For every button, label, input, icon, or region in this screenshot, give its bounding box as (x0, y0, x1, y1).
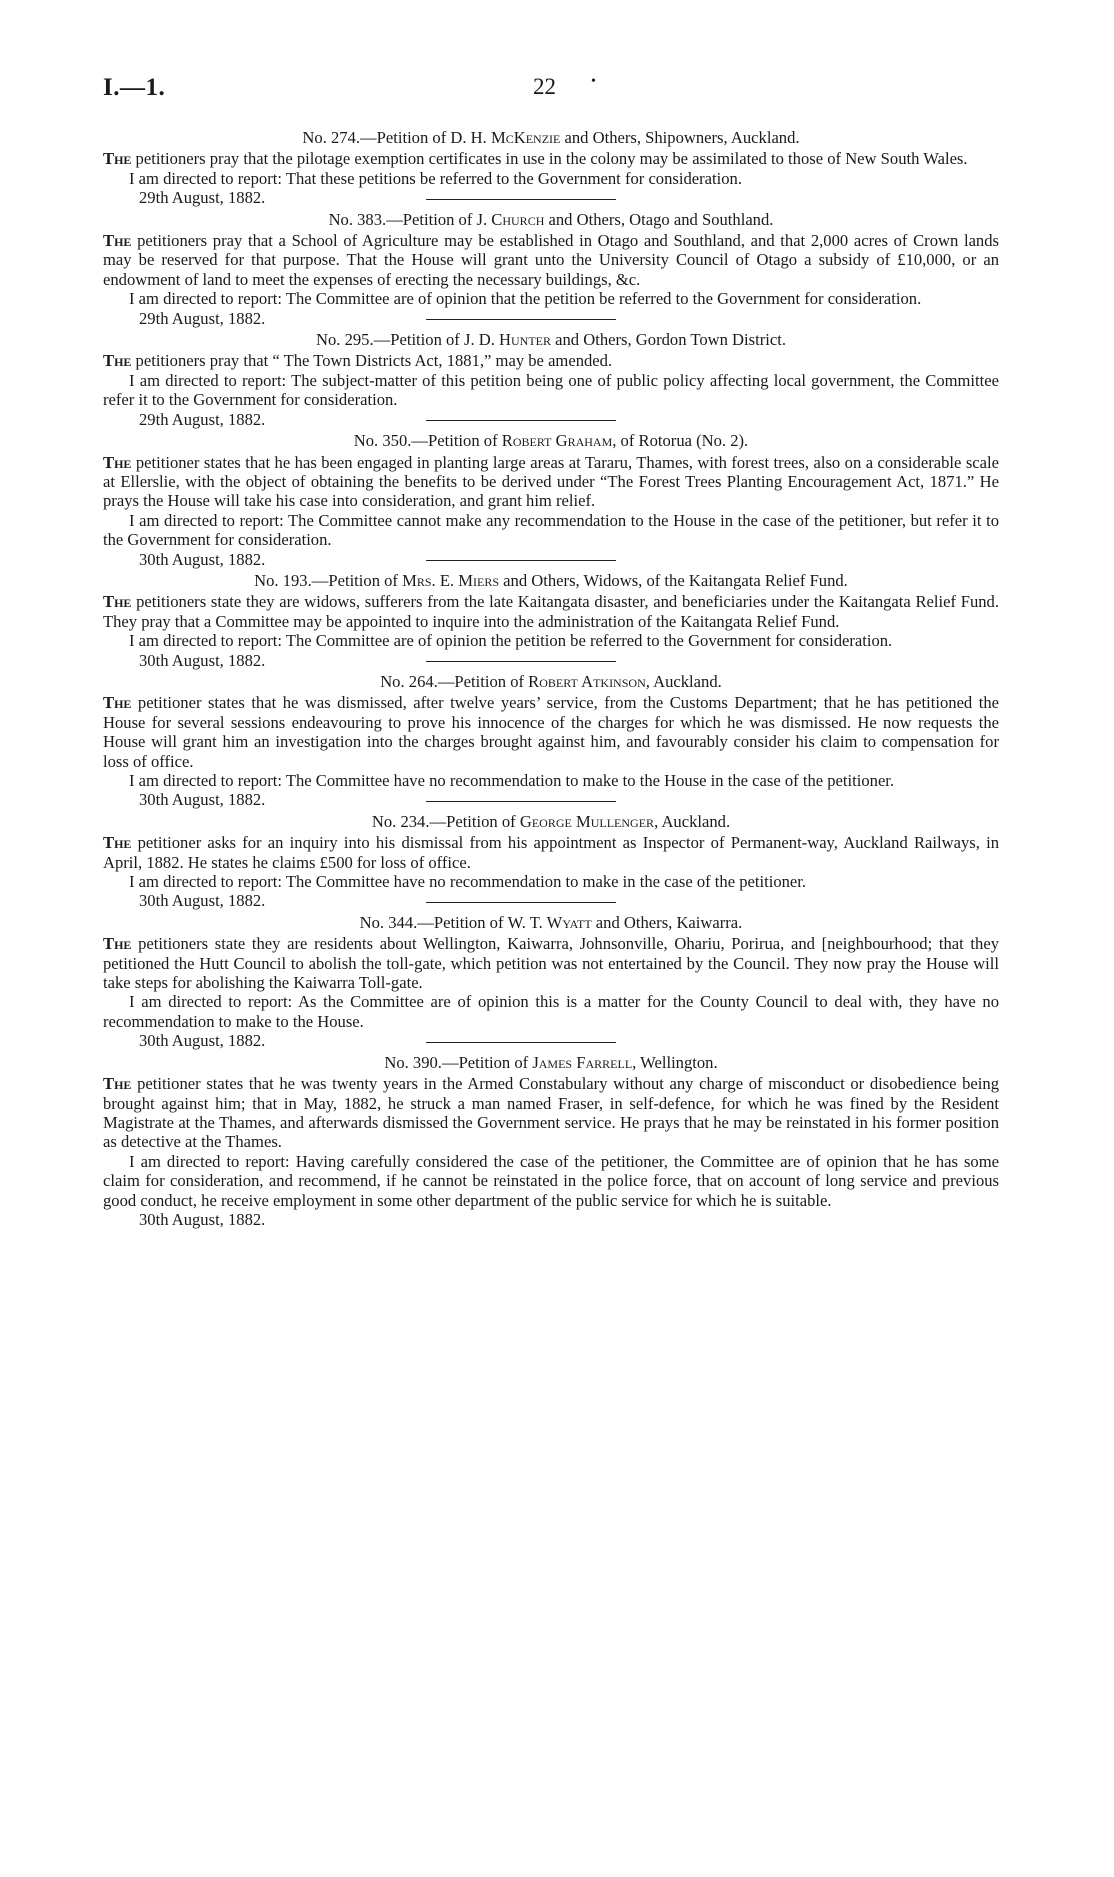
petition-number: No. 234. (371, 811, 430, 831)
report-date: 30th August, 1882. (139, 1209, 266, 1229)
petition-heading: No. 390.—Petition of James Farrell, Wellington. (384, 1052, 718, 1072)
report-date: 30th August, 1882. (139, 790, 266, 810)
petition-entry (103, 128, 999, 208)
petition-entry (103, 209, 999, 328)
page-number: 22 (533, 74, 556, 99)
committee-report: I am directed to report: The subject-matter of this petition being one of public policy affecting local government, the Committee refer it to the Government for consideration. (103, 370, 999, 410)
petition-body: The petitioner states that he was twenty years in the Armed Constabulary without any charge of misconduct or disobedience being brought against him; that in May, 1882, he struck a man named Fraser, in self-defence, for which he was fined by the Resident Magistrate at the Thames, and afterwards dismissed the Government service. He prays that he may be reinstated in his former position as detective at the Thames. (103, 1074, 999, 1152)
petition-body: The petitioners state they are widows, sufferers from the late Kaitangata disaster, and beneficiaries under the Kaitangata Relief Fund. They pray that a Committee may be appointed to inquire into the administration of the Kaitangata Relief Fund. (103, 592, 999, 631)
petition-list (103, 128, 999, 1229)
section-divider (426, 420, 616, 421)
report-date: 29th August, 1882. (139, 409, 266, 429)
petitioner-name: Robert Atkinson (528, 671, 646, 691)
report-date: 29th August, 1882. (139, 308, 266, 328)
petition-entry (103, 671, 999, 810)
section-divider (426, 319, 616, 320)
running-header (103, 74, 999, 114)
petition-body: The petitioners pray that the pilotage exemption certificates in use in the colony may be assimilated to those of New South Wales. (103, 149, 968, 169)
petition-number: No. 383. (328, 209, 387, 229)
committee-report: I am directed to report: Having carefully considered the case of the petitioner, the Committee are of opinion that he has some claim for consideration, and recommend, if he cannot be reinstated in the police force, that on account of long service and previous good conduct, he receive employment in some other department of the public service for which he is suitable. (103, 1151, 999, 1210)
report-date: 30th August, 1882. (139, 650, 266, 670)
petition-heading: No. 274.—Petition of D. H. McKenzie and Others, Shipowners, Auckland. (302, 128, 800, 147)
section-divider (426, 199, 616, 200)
section-divider (426, 560, 616, 561)
report-date: 29th August, 1882. (139, 188, 266, 208)
petition-number: No. 295. (316, 330, 374, 350)
petition-number: No. 274. (302, 128, 361, 147)
petition-body: The petitioner states that he has been engaged in planting large areas at Tararu, Thames, with forest trees, also on a considerable scale at Ellerslie, with the object of obtaining the benefits to be derived under “The Forest Trees Planting Encouragement Act, 1871.” He prays the House will take his case into consideration, and grant him relief. (103, 452, 999, 511)
petition-heading: No. 234.—Petition of George Mullenger, Auckland. (371, 811, 731, 831)
petitioner-name: Robert Graham (501, 431, 613, 451)
section-divider (426, 661, 616, 662)
page-mark: • (591, 74, 596, 89)
petitioner-name: J. Church (476, 209, 545, 229)
petition-number: No. 193. (254, 570, 312, 590)
petition-entry (103, 570, 999, 670)
petition-heading: No. 383.—Petition of J. Church and Others, Otago and Southland. (328, 209, 774, 229)
petition-number: No. 350. (353, 431, 412, 451)
petition-number: No. 264. (380, 671, 438, 691)
committee-report: I am directed to report: As the Committee are of opinion this is a matter for the County Council to deal with, they have no recommendation to make to the House. (103, 992, 999, 1031)
petition-entry (103, 811, 999, 911)
report-date: 30th August, 1882. (139, 549, 266, 569)
petitioner-name: J. D. Hunter (463, 330, 551, 350)
petitioner-name: D. H. McKenzie (450, 128, 561, 147)
committee-report: I am directed to report: The Committee are of opinion the petition be referred to the Government for consideration. (129, 631, 893, 651)
petition-number: No. 344. (359, 912, 418, 932)
section-divider (426, 902, 616, 903)
petitioner-name: George Mullenger (519, 811, 655, 831)
document-reference: I.—1. (103, 74, 166, 101)
petition-entry (103, 912, 999, 1051)
report-date: 30th August, 1882. (139, 1031, 266, 1051)
petition-heading: No. 264.—Petition of Robert Atkinson, Auckland. (380, 671, 722, 691)
section-divider (426, 1042, 616, 1043)
section-divider (426, 801, 616, 802)
petition-number: No. 390. (384, 1052, 442, 1072)
report-date: 30th August, 1882. (139, 891, 266, 911)
petition-heading: No. 350.—Petition of Robert Graham, of Rotorua (No. 2). (353, 431, 749, 451)
committee-report: I am directed to report: The Committee are of opinion that the petition be referred to the Government for consideration. (129, 289, 922, 309)
petitioner-name: W. T. Wyatt (507, 912, 592, 932)
petitioner-name: Mrs. E. Miers (402, 570, 500, 590)
petition-entry (103, 431, 999, 569)
petitioner-name: James Farrell (532, 1052, 633, 1072)
petition-entry (103, 1053, 999, 1230)
petition-heading: No. 344.—Petition of W. T. Wyatt and Others, Kaiwarra. (359, 912, 743, 932)
petition-body: The petitioner asks for an inquiry into his dismissal from his appointment as Inspector of Permanent-way, Auckland Railways, in April, 1882. He states he claims £500 for loss of office. (103, 833, 999, 872)
petition-entry (103, 330, 999, 429)
committee-report: I am directed to report: That these petitions be referred to the Government for consideration. (129, 168, 742, 188)
petition-heading: No. 295.—Petition of J. D. Hunter and Others, Gordon Town District. (316, 330, 786, 350)
petition-body: The petitioners state they are residents about Wellington, Kaiwarra, Johnsonville, Ohariu, Porirua, and [neighbourhood; that they petitioned the Hutt Council to abolish the toll-gate, which petition was not entertained by the Council. They now pray the House will take steps for abolishing the Kaiwarra Toll-gate. (103, 934, 999, 993)
committee-report: I am directed to report: The Committee have no recommendation to make to the House in the case of the petitioner. (129, 771, 895, 790)
committee-report: I am directed to report: The Committee cannot make any recommendation to the House in the case of the petitioner, but refer it to the Government for consideration. (103, 510, 999, 550)
petition-body: The petitioners pray that a School of Agriculture may be established in Otago and Southland, and that 2,000 acres of Crown lands may be reserved for that purpose. That the House will grant unto the University Council of Otago a subsidy of £10,000, or an endowment of land to meet the expenses of erecting the necessary buildings, &c. (103, 231, 999, 289)
petition-heading: No. 193.—Petition of Mrs. E. Miers and Others, Widows, of the Kaitangata Relief Fund. (254, 570, 848, 590)
petition-body: The petitioners pray that “ The Town Districts Act, 1881,” may be amended. (103, 351, 613, 371)
committee-report: I am directed to report: The Committee have no recommendation to make in the case of the petitioner. (129, 872, 807, 892)
petition-body: The petitioner states that he was dismissed, after twelve years’ service, from the Customs Department; that he has petitioned the House for several sessions endeavouring to prove his innocence of the charges for which he was dismissed. He now requests the House will grant him an investigation into the charges brought against him, and favourably consider his claim to compensation for loss of office. (103, 693, 999, 771)
